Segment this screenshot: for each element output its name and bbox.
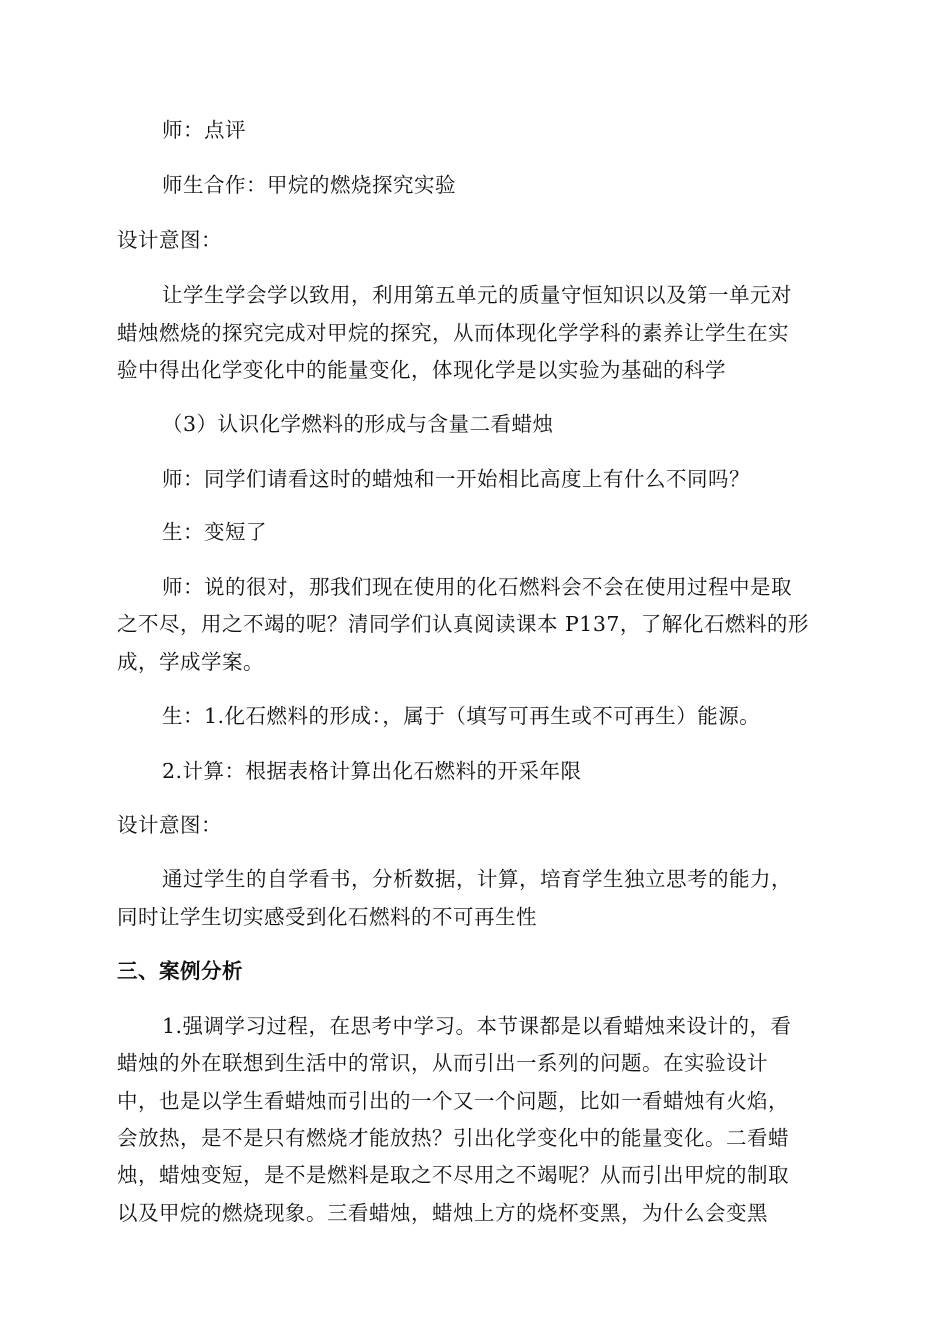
teacher-reply-line-2: 之不尽，用之不竭的呢？清同学们认真阅读课本 P137，了解化石燃料的形 — [117, 612, 809, 636]
teacher-student-cooperation-line: 师生合作：甲烷的燃烧探究实验 — [162, 173, 456, 197]
section-3-heading: （3）认识化学燃料的形成与含量二看蜡烛 — [162, 412, 554, 436]
case-analysis-heading: 三、案例分析 — [117, 959, 243, 983]
case-analysis-paragraph-line-6: 以及甲烷的燃烧现象。三看蜡烛，蜡烛上方的烧杯变黑，为什么会变黑 — [117, 1201, 768, 1225]
case-analysis-paragraph-line-5: 烛，蜡烛变短，是不是燃料是取之不尽用之不竭呢？从而引出甲烷的制取 — [117, 1163, 789, 1187]
case-analysis-paragraph-line-2: 蜡烛的外在联想到生活中的常识，从而引出一系列的问题。在实验设计 — [117, 1051, 768, 1075]
student-answer-line: 生：变短了 — [162, 520, 267, 544]
design-intent-text-1-line-1: 让学生学会学以致用，利用第五单元的质量守恒知识以及第一单元对 — [162, 283, 792, 307]
design-intent-text-1-line-3: 验中得出化学变化中的能量变化，体现化学是以实验为基础的科学 — [117, 358, 726, 382]
teacher-reply-line-1: 师：说的很对，那我们现在使用的化石燃料会不会在使用过程中是取 — [162, 575, 792, 599]
teacher-review-line: 师：点评 — [162, 118, 246, 142]
case-analysis-paragraph-line-4: 会放热，是不是只有燃烧才能放热？引出化学变化中的能量变化。二看蜡 — [117, 1126, 789, 1150]
teacher-question-line: 师：同学们请看这时的蜡烛和一开始相比高度上有什么不同吗？ — [162, 467, 750, 491]
design-intent-text-2-line-2: 同时让学生切实感受到化石燃料的不可再生性 — [117, 905, 537, 929]
student-task-line-2: 2.计算：根据表格计算出化石燃料的开采年限 — [162, 759, 582, 783]
case-analysis-paragraph-line-1: 1.强调学习过程，在思考中学习。本节课都是以看蜡烛来设计的，看 — [162, 1014, 792, 1038]
teacher-reply-line-3: 成，学成学案。 — [117, 650, 264, 674]
student-task-line-1: 生：1.化石燃料的形成：，属于（填写可再生或不可再生）能源。 — [162, 704, 761, 728]
design-intent-text-1-line-2: 蜡烛燃烧的探究完成对甲烷的探究，从而体现化学学科的素养让学生在实 — [117, 321, 789, 345]
case-analysis-paragraph-line-3: 中，也是以学生看蜡烛而引出的一个又一个问题，比如一看蜡烛有火焰， — [117, 1089, 789, 1113]
design-intent-label-1: 设计意图： — [117, 228, 222, 252]
design-intent-label-2: 设计意图： — [117, 813, 222, 837]
design-intent-text-2-line-1: 通过学生的自学看书，分析数据，计算，培育学生独立思考的能力， — [162, 867, 792, 891]
